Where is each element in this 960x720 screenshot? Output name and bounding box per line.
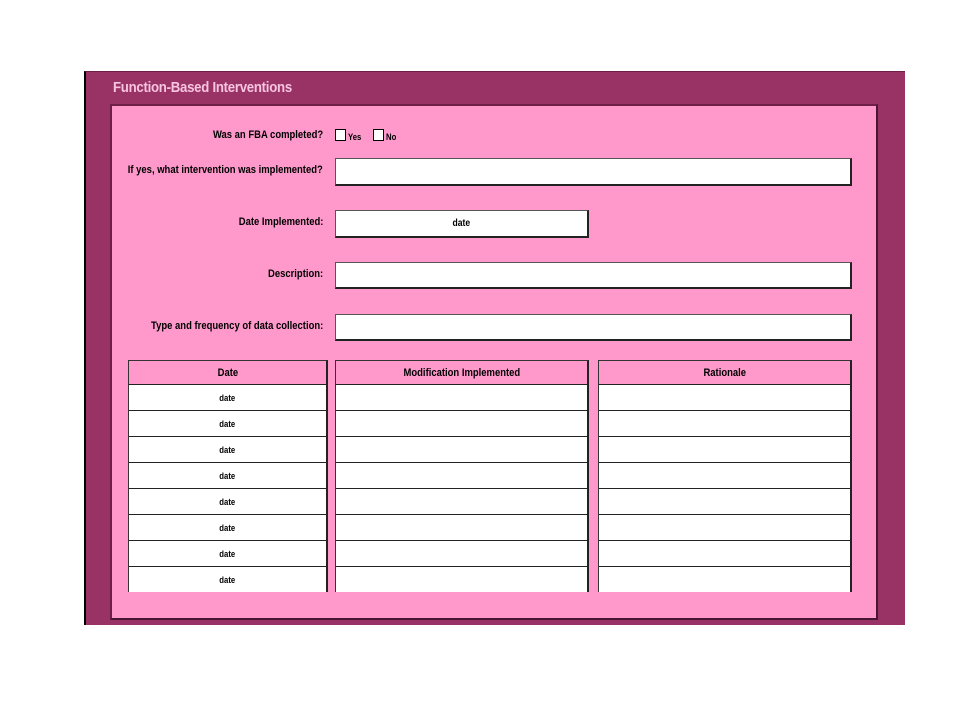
table-row-modification[interactable] [336,463,587,489]
data-collection-field[interactable] [335,314,852,341]
date-cell-text: date [219,444,236,455]
date-column [128,385,328,592]
intervention-label: If yes, what intervention was implemented? [127,164,323,176]
date-cell-text: date [219,575,236,585]
table-row-rationale[interactable] [599,515,850,541]
table-row-modification[interactable] [336,385,587,411]
table-row-rationale[interactable] [599,385,850,411]
header-date-text: Date [217,366,238,379]
table-row-rationale[interactable] [599,411,850,437]
date-cell-text: date [219,522,236,533]
date-implemented-value: date [452,218,471,229]
form-title: Function-Based Interventions [113,79,292,96]
table-row-modification[interactable] [336,437,587,463]
date-implemented-label: Date Implemented: [238,216,323,228]
intervention-field[interactable] [335,158,852,186]
table-row-date[interactable] [129,385,326,411]
table-row-rationale[interactable] [599,437,850,463]
table-row-date[interactable] [129,515,326,541]
data-collection-label: Type and frequency of data collection: [150,320,323,332]
table-row-date[interactable] [129,541,326,567]
table-row-rationale[interactable] [599,463,850,489]
description-field[interactable] [335,262,852,289]
table-row-modification[interactable] [336,489,587,515]
description-label: Description: [267,268,323,280]
header-rationale [598,360,852,385]
date-cell-text: date [219,470,236,481]
date-cell-text: date [219,548,236,559]
date-cell-text: date [219,418,236,429]
fba-yes-label: Yes [348,132,362,142]
table-row-rationale[interactable] [599,567,850,593]
fba-yes-checkbox[interactable] [335,129,346,141]
table-row-rationale[interactable] [599,541,850,567]
table-row-rationale[interactable] [599,489,850,515]
table-row-date[interactable] [129,489,326,515]
modification-column [335,385,589,592]
fba-no-checkbox[interactable] [373,129,384,141]
date-cell-text: date [219,392,236,403]
table-row-modification[interactable] [336,567,587,593]
rationale-column [598,385,852,592]
table-row-date[interactable] [129,463,326,489]
table-row-date[interactable] [129,437,326,463]
header-modification [335,360,589,385]
header-modification-text: Modification Implemented [403,366,520,379]
table-row-date[interactable] [129,411,326,437]
fba-no-label: No [386,132,397,142]
table-row-modification[interactable] [336,541,587,567]
date-cell-text: date [219,496,236,507]
header-rationale-text: Rationale [703,366,746,379]
table-row-date[interactable] [129,567,326,593]
header-date [128,360,328,385]
table-row-modification[interactable] [336,515,587,541]
fba-question-label: Was an FBA completed? [212,129,323,141]
date-implemented-field[interactable] [335,210,589,238]
table-row-modification[interactable] [336,411,587,437]
